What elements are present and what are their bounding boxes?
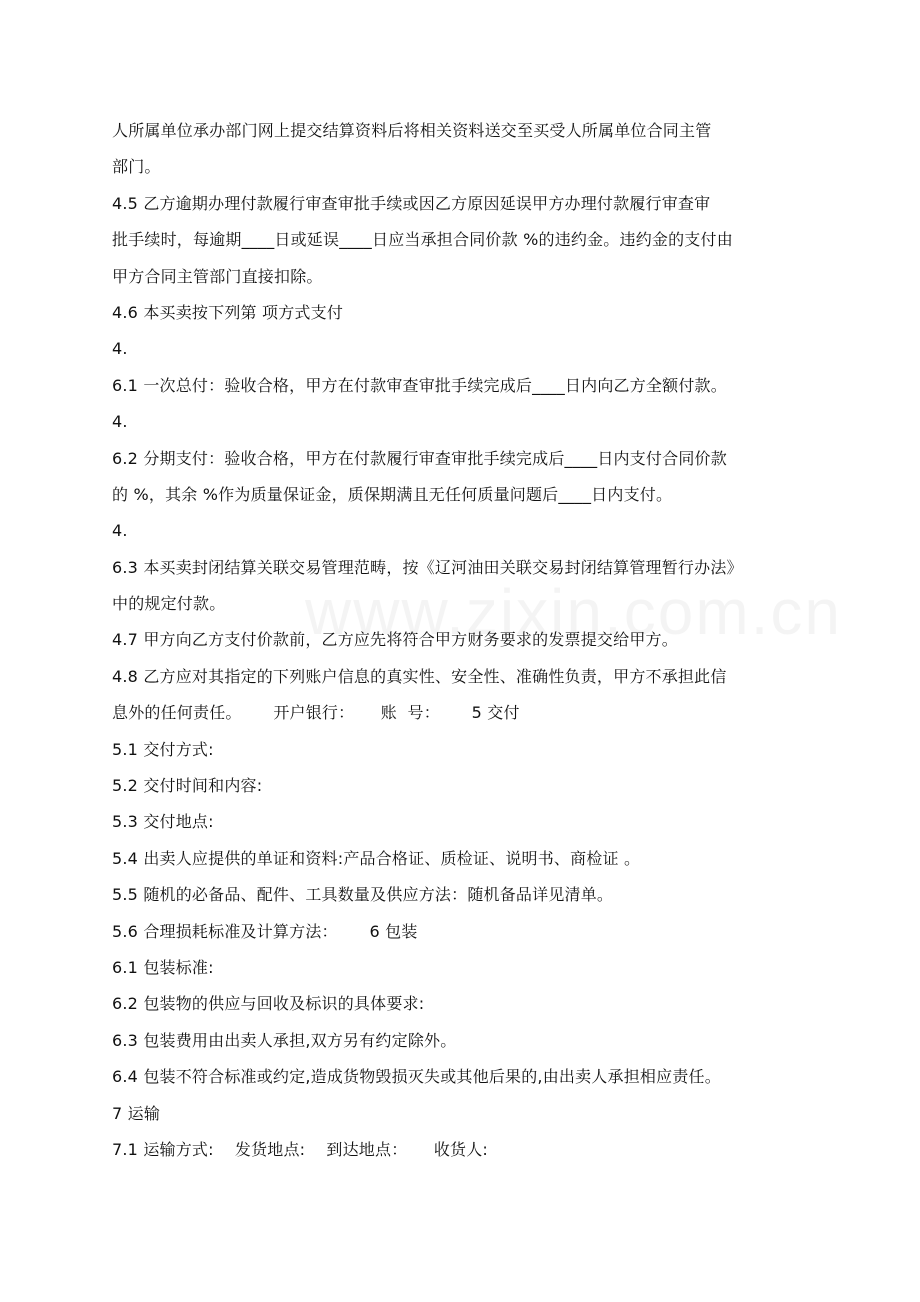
text-line: 6.2 分期支付：验收合格，甲方在付款履行审查审批手续完成后____日内支付合同价款 <box>112 448 727 468</box>
text-line: 6.1 包装标准: <box>112 957 214 977</box>
text-line: 息外的任何责任。 开户银行： 账 号： 5 交付 <box>112 703 520 723</box>
document-body <box>112 113 824 1168</box>
text-line: 批手续时，每逾期____日或延误____日应当承担合同价款 %的违约金。违约金的支付由 <box>112 230 733 250</box>
text-line: 4. <box>112 339 128 359</box>
text-line: 的 %，其余 %作为质量保证金，质保期满且无任何质量问题后____日内支付。 <box>112 484 673 504</box>
text-line: 人所属单位承办部门网上提交结算资料后将相关资料送交至买受人所属单位合同主管 <box>112 121 712 140</box>
text-line: 7 运输 <box>112 1103 161 1123</box>
text-line: 4. <box>112 412 128 432</box>
text-line: 4.5 乙方逾期办理付款履行审查审批手续或因乙方原因延误甲方办理付款履行审查审 <box>112 193 711 213</box>
text-line: 6.1 一次总付：验收合格，甲方在付款审查审批手续完成后____日内向乙方全额付款。 <box>112 375 727 395</box>
text-line: 5.4 出卖人应提供的单证和资料:产品合格证、质检证、说明书、商检证 。 <box>112 848 641 868</box>
text-line: 部门。 <box>112 157 161 177</box>
text-line: 5.1 交付方式: <box>112 739 214 759</box>
text-line: 5.6 合理损耗标准及计算方法： 6 包装 <box>112 921 418 941</box>
text-line: 6.2 包装物的供应与回收及标识的具体要求: <box>112 994 425 1014</box>
text-line: 4.8 乙方应对其指定的下列账户信息的真实性、安全性、准确性负责，甲方不承担此信 <box>112 666 727 686</box>
text-line: 5.5 随机的必备品、配件、工具数量及供应方法：随机备品详见清单。 <box>112 885 614 905</box>
text-line: 6.3 包装费用由出卖人承担,双方另有约定除外。 <box>112 1030 457 1050</box>
text-line: 4.7 甲方向乙方支付价款前，乙方应先将符合甲方财务要求的发票提交给甲方。 <box>112 630 678 650</box>
text-line: 6.4 包装不符合标准或约定,造成货物毁损灭失或其他后果的,由出卖人承担相应责任。 <box>112 1067 721 1087</box>
text-line: 4.6 本买卖按下列第 项方式支付 <box>112 302 344 322</box>
text-line: 6.3 本买卖封闭结算关联交易管理范畴，按《辽河油田关联交易封闭结算管理暂行办法》 <box>112 557 743 577</box>
text-line: 5.2 交付时间和内容: <box>112 776 263 796</box>
text-line: 7.1 运输方式: 发货地点: 到达地点： 收货人: <box>112 1139 489 1159</box>
text-line: 5.3 交付地点: <box>112 812 214 832</box>
text-line: 中的规定付款。 <box>112 594 226 614</box>
text-line: 甲方合同主管部门直接扣除。 <box>112 266 323 286</box>
text-line: 4. <box>112 521 128 541</box>
